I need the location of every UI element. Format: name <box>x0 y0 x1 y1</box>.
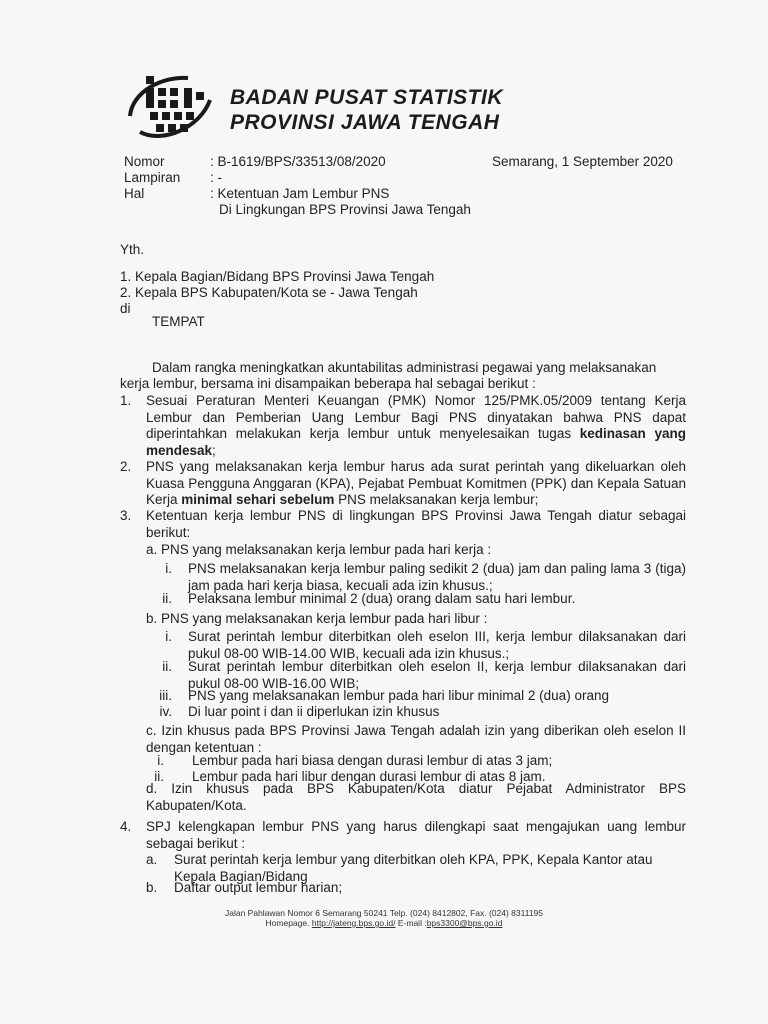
point-4a-number: a. <box>146 852 158 867</box>
footer-contact: Homepage. http://jateng.bps.go.id/ E-mail :bps3300@bps.go.id <box>265 918 503 928</box>
point-3b-i-number: i. <box>165 629 172 644</box>
point-3a-i-number: i. <box>165 561 172 576</box>
bps-logo-icon <box>122 70 218 150</box>
recipient-tempat: TEMPAT <box>152 314 205 329</box>
point-3c-ii-number: ii. <box>154 769 164 784</box>
point-3d-label: d. Izin khusus pada BPS Kabupaten/Kota diatur Pejabat Administrator BPS Kabupaten/Kota. <box>146 781 686 813</box>
lampiran-label: Lampiran <box>124 170 181 185</box>
lampiran-value: : - <box>210 170 222 185</box>
org-name-line1: BADAN PUSAT STATISTIK <box>230 86 503 109</box>
point-3b-i-text: Surat perintah lembur diterbitkan oleh eselon III, kerja lembur dilaksanakan dari pukul 08-00 WIB-14.00 WIB, kecuali ada izin khusus.; <box>188 629 686 661</box>
point-3c-i-number: i. <box>157 753 164 768</box>
nomor-value: : B-1619/BPS/33513/08/2020 <box>210 154 386 169</box>
point-4-number: 4. <box>120 819 132 834</box>
point-3a-label: a. PNS yang melaksanakan kerja lembur pada hari kerja : <box>146 542 492 557</box>
point-3b-iii-text: PNS yang melaksanakan lembur pada hari libur minimal 2 (dua) orang <box>188 688 609 703</box>
point-3b-ii-number: ii. <box>162 659 172 674</box>
point-3c-label: c. Izin khusus pada BPS Provinsi Jawa Tengah adalah izin yang diberikan oleh eselon II dengan ketentuan : <box>146 723 686 755</box>
recipient-di: di <box>120 301 131 316</box>
point-3c-ii-text: Lembur pada hari libur dengan durasi lembur di atas 8 jam. <box>192 769 546 784</box>
point-3a-ii-text: Pelaksana lembur minimal 2 (dua) orang dalam satu hari lembur. <box>188 591 576 606</box>
point-4a-text: Surat perintah kerja lembur yang diterbitkan oleh KPA, PPK, Kepala Kantor atau Kepala Bagian/Bidang <box>174 852 653 884</box>
hal-value-2: Di Lingkungan BPS Provinsi Jawa Tengah <box>219 202 471 217</box>
point-3b-ii-text: Surat perintah lembur diterbitkan oleh eselon II, kerja lembur dilaksanakan dari pukul 08-00 WIB-16.00 WIB; <box>188 659 686 691</box>
point-4b-number: b. <box>146 880 158 895</box>
point-3a-i-text: PNS melaksanakan kerja lembur paling sedikit 2 (dua) jam dan paling lama 3 (tiga) jam pada hari kerja biasa, kecuali ada izin khusus.; <box>188 561 686 593</box>
point-2-text: PNS yang melaksanakan kerja lembur harus ada surat perintah yang dikeluarkan oleh Kuasa Pengguna Anggaran (KPA), Pejabat Pembuat Komitmen (PPK) dan Kepala Satuan Kerja minimal sehari sebelum PNS melaksanakan kerja lembur; <box>146 459 686 507</box>
nomor-label: Nomor <box>124 154 165 169</box>
recipient-1: 1. Kepala Bagian/Bidang BPS Provinsi Jawa Tengah <box>120 269 435 284</box>
point-3b-iv-number: iv. <box>159 704 172 719</box>
intro-line2: kerja lembur, bersama ini disampaikan beberapa hal sebagai berikut : <box>120 376 536 391</box>
point-2-number: 2. <box>120 459 132 474</box>
recipient-2: 2. Kepala BPS Kabupaten/Kota se - Jawa Tengah <box>120 285 418 300</box>
point-3b-iii-number: iii. <box>159 688 172 703</box>
homepage-link[interactable]: http://jateng.bps.go.id/ <box>311 918 396 928</box>
intro-line1: Dalam rangka meningkatkan akuntabilitas administrasi pegawai yang melaksanakan <box>152 360 657 375</box>
point-3b-label: b. PNS yang melaksanakan kerja lembur pada hari libur : <box>146 611 488 626</box>
point-3-number: 3. <box>120 508 132 523</box>
email-link[interactable]: bps3300@bps.go.id <box>426 918 503 928</box>
salutation: Yth. <box>120 242 145 257</box>
point-4-text: SPJ kelengkapan lembur PNS yang harus dilengkapi saat mengajukan uang lembur sebagai berikut : <box>146 819 686 851</box>
letter-date: Semarang, 1 September 2020 <box>492 154 673 169</box>
point-4b-text: Daftar output lembur harian; <box>174 880 343 895</box>
point-3b-iv-text: Di luar point i dan ii diperlukan izin khusus <box>188 704 440 719</box>
point-3c-i-text: Lembur pada hari biasa dengan durasi lembur di atas 3 jam; <box>192 753 553 768</box>
point-1-number: 1. <box>120 393 132 408</box>
point-3-text: Ketentuan kerja lembur PNS di lingkungan BPS Provinsi Jawa Tengah diatur sebagai berikut: <box>146 508 686 540</box>
point-1-text: Sesuai Peraturan Menteri Keuangan (PMK) Nomor 125/PMK.05/2009 tentang Kerja Lembur dan Pemberian Uang Lembur Bagi PNS dinyatakan bahwa PNS dapat diperintahkan melakukan kerja lembur untuk menyelesaikan tugas kedinasan yang mendesak; <box>146 393 686 458</box>
footer-address: Jalan Pahlawan Nomor 6 Semarang 50241 Telp. (024) 8412802, Fax. (024) 8311195 <box>224 908 543 918</box>
point-3a-ii-number: ii. <box>162 591 172 606</box>
hal-value: : Ketentuan Jam Lembur PNS <box>210 186 390 201</box>
hal-label: Hal <box>124 186 145 201</box>
org-name-line2: PROVINSI JAWA TENGAH <box>230 111 500 134</box>
